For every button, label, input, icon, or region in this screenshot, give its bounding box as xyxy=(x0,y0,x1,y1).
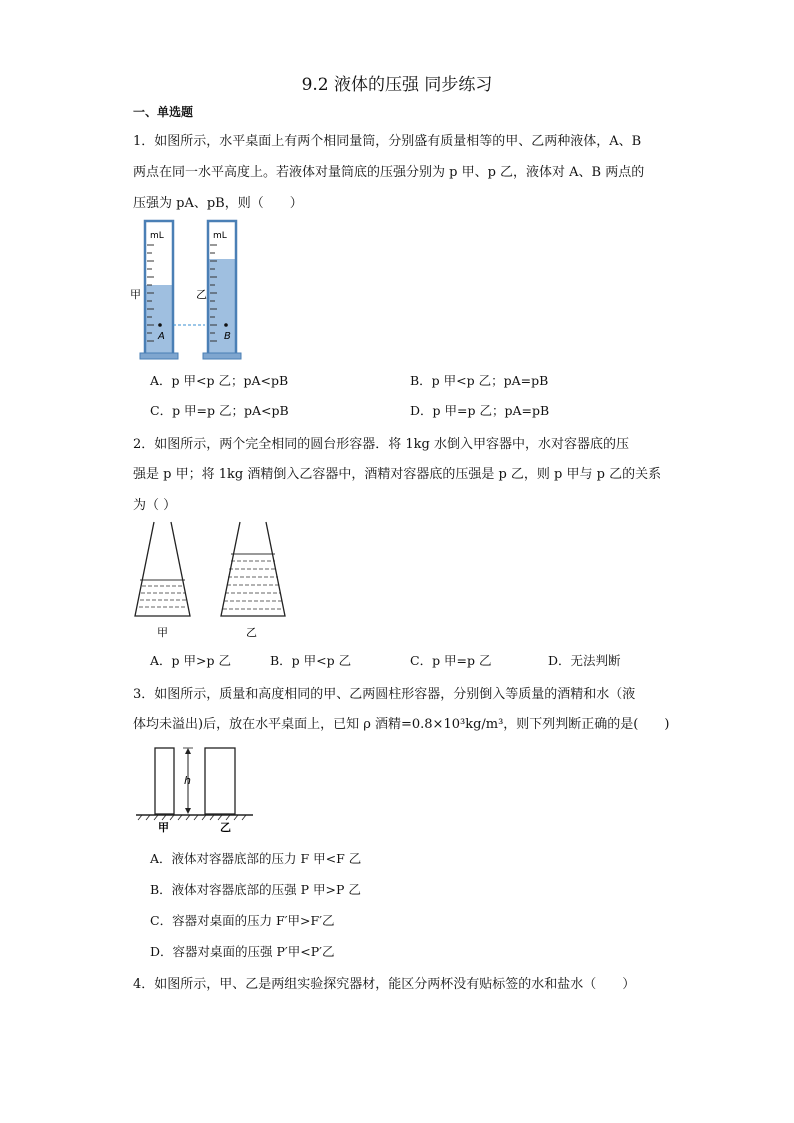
point-a-label: A xyxy=(158,331,165,342)
q2-option-b[interactable]: B．p 甲<p 乙 xyxy=(270,653,352,668)
q3-label-yi: 乙 xyxy=(220,821,231,834)
q1-option-a[interactable]: A．p 甲<p 乙；pA<pB xyxy=(150,373,289,388)
section-heading: 一、单选题 xyxy=(133,105,194,119)
q2-line-3: 为（ ） xyxy=(133,498,177,513)
q3-option-b[interactable]: B．液体对容器底部的压强 P 甲>P 乙 xyxy=(150,882,361,897)
height-label: h xyxy=(184,774,191,787)
q1-line-3: 压强为 pA、pB，则（ ） xyxy=(133,196,303,211)
q2-line-1: 2．如图所示，两个完全相同的圆台形容器．将 1kg 水倒入甲容器中，水对容器底的压 xyxy=(133,437,630,452)
q2-option-c[interactable]: C．p 甲=p 乙 xyxy=(410,653,492,668)
q1-option-b[interactable]: B．p 甲<p 乙；pA=pB xyxy=(410,373,549,388)
q1-option-d[interactable]: D．p 甲=p 乙；pA=pB xyxy=(410,403,550,418)
point-b-label: B xyxy=(224,331,231,342)
q3-line-1: 3．如图所示，质量和高度相同的甲、乙两圆柱形容器，分别倒入等质量的酒精和水（液 xyxy=(133,687,636,702)
point-b-dot xyxy=(224,323,228,327)
unit-ml-right: mL xyxy=(213,231,227,241)
q3-option-a[interactable]: A．液体对容器底部的压力 F 甲<F 乙 xyxy=(150,851,362,866)
page-title: 9.2 液体的压强 同步练习 xyxy=(301,75,493,95)
frustum-jia xyxy=(135,522,190,616)
container-jia xyxy=(155,748,174,814)
cylinder-yi xyxy=(203,221,241,359)
q2-option-a[interactable]: A．p 甲>p 乙 xyxy=(150,653,231,668)
container-yi xyxy=(205,748,235,814)
q2-line-2: 强是 p 甲；将 1kg 酒精倒入乙容器中，酒精对容器底的压强是 p 乙，则 p 甲与 p 乙的关系 xyxy=(133,467,662,482)
q2-option-d[interactable]: D．无法判断 xyxy=(548,653,621,668)
unit-ml-left: mL xyxy=(150,231,164,241)
q3-option-c[interactable]: C．容器对桌面的压力 F′甲>F′乙 xyxy=(150,913,335,928)
q1-label-jia: 甲 xyxy=(130,288,141,301)
q2-label-jia: 甲 xyxy=(157,626,168,639)
q1-line-1: 1．如图所示，水平桌面上有两个相同量筒，分别盛有质量相等的甲、乙两种液体，A、B xyxy=(133,134,642,149)
q3-option-d[interactable]: D．容器对桌面的压强 P′甲<P′乙 xyxy=(150,944,335,959)
cylinder-jia xyxy=(140,221,178,359)
q4-line-1: 4．如图所示，甲、乙是两组实验探究器材，能区分两杯没有贴标签的水和盐水（ ） xyxy=(133,977,636,992)
point-a-dot xyxy=(158,323,162,327)
q1-option-c[interactable]: C．p 甲=p 乙；pA<pB xyxy=(150,403,289,418)
q1-label-yi: 乙 xyxy=(196,288,207,301)
q2-frustum-figure xyxy=(128,518,298,643)
q1-line-2: 两点在同一水平高度上。若液体对量筒底的压强分别为 p 甲、p 乙，液体对 A、B 两点的 xyxy=(133,165,645,180)
q1-cylinders-figure xyxy=(128,215,248,365)
frustum-yi xyxy=(221,522,285,616)
q3-label-jia: 甲 xyxy=(158,821,169,834)
q2-label-yi: 乙 xyxy=(246,626,257,639)
q3-containers-figure xyxy=(128,740,258,835)
q3-line-2: 体均未溢出)后，放在水平桌面上，已知 ρ 酒精=0.8×10³kg/m³，则下列判断正确的是( ) xyxy=(133,717,670,732)
